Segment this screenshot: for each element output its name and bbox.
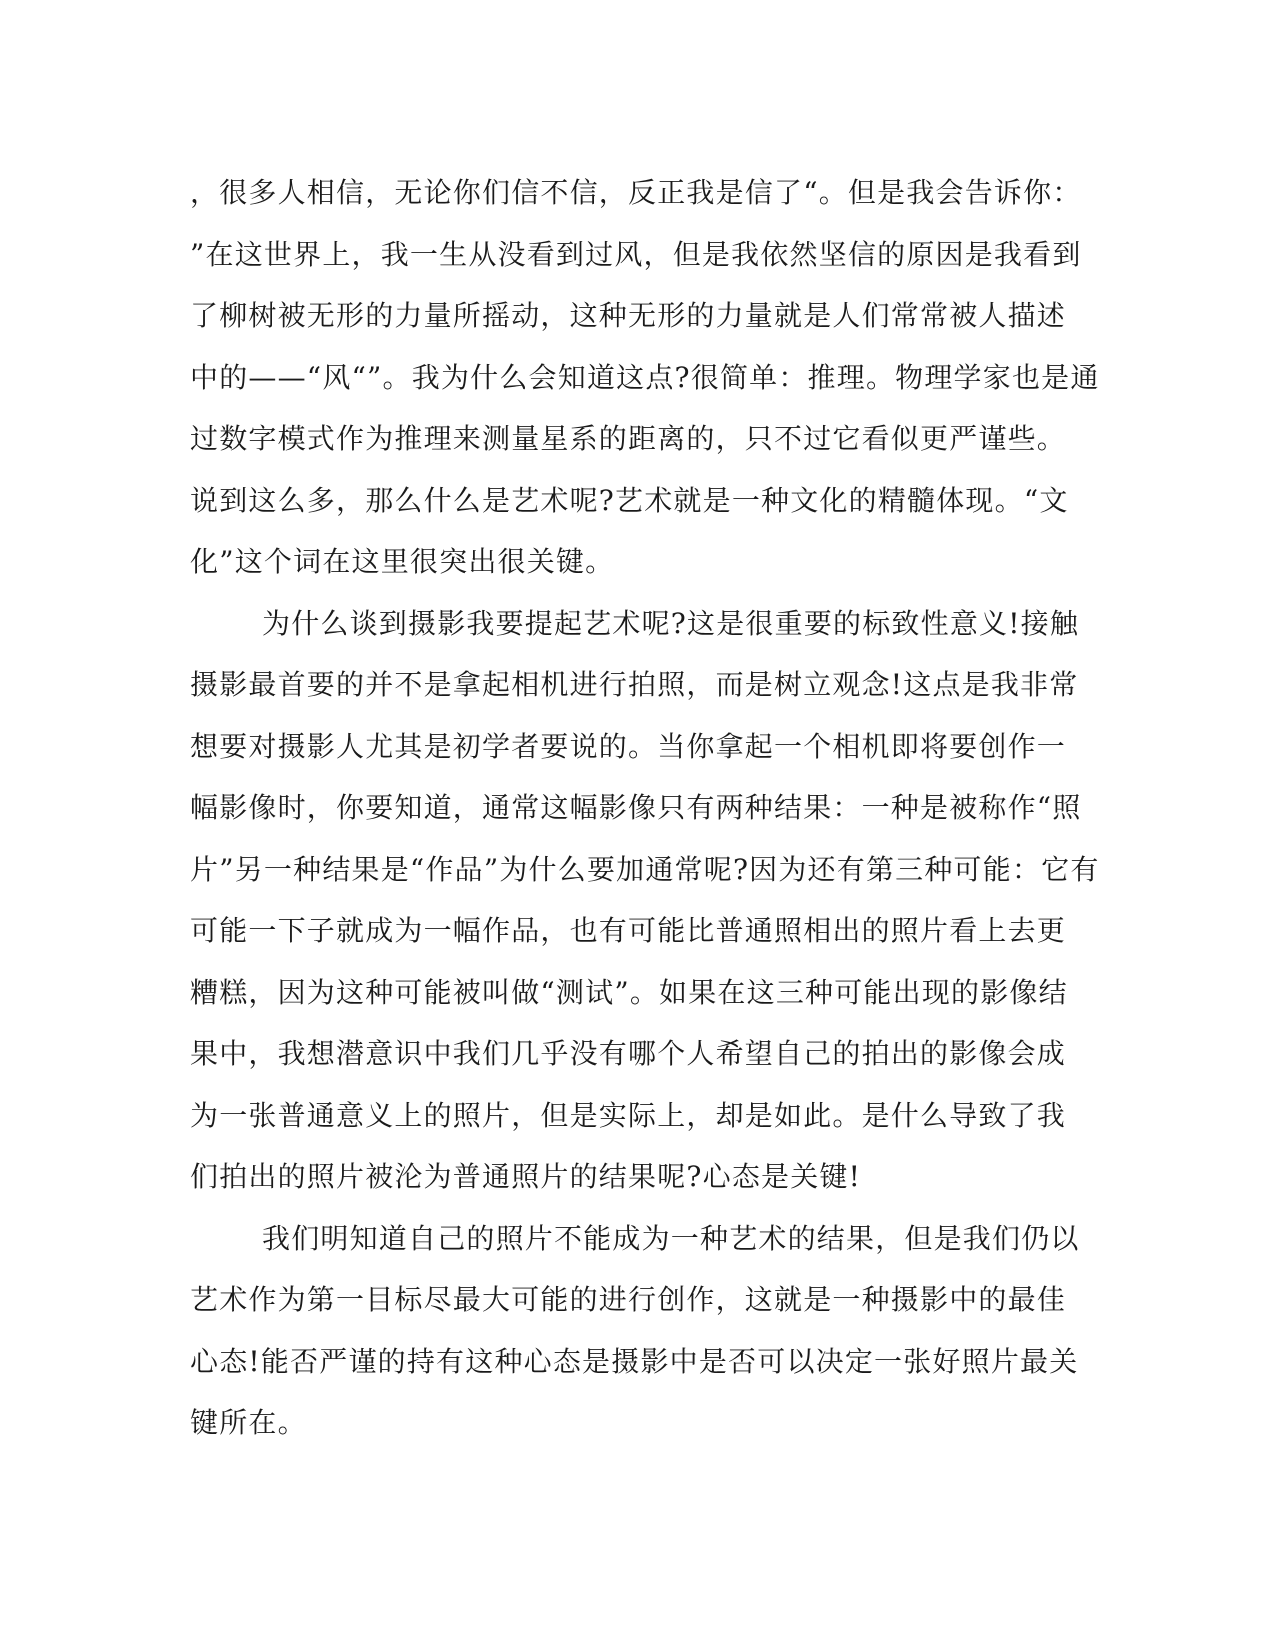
text-line: 片”另一种结果是“作品”为什么要加通常呢?因为还有第三种可能：它有 bbox=[190, 852, 1100, 886]
text-line: 想要对摄影人尤其是初学者要说的。当你拿起一个相机即将要创作一 bbox=[190, 729, 1067, 763]
text-line: 为什么谈到摄影我要提起艺术呢?这是很重要的标致性意义!接触 bbox=[262, 606, 1080, 640]
body-text bbox=[190, 162, 1100, 1454]
text-line: 心态!能否严谨的持有这种心态是摄影中是否可以决定一张好照片最关 bbox=[190, 1344, 1079, 1378]
text-line: 摄影最首要的并不是拿起相机进行拍照，而是树立观念!这点是我非常 bbox=[190, 668, 1079, 701]
text-line: ，很多人相信，无论你们信不信，反正我是信了“。但是我会告诉你： bbox=[190, 176, 1082, 209]
text-line: 键所在。 bbox=[190, 1406, 307, 1439]
text-line: 说到这么多，那么什么是艺术呢?艺术就是一种文化的精髓体现。“文 bbox=[190, 483, 1069, 517]
paragraph-2 bbox=[190, 593, 1100, 1208]
text-line: 艺术作为第一目标尽最大可能的进行创作，这就是一种摄影中的最佳 bbox=[190, 1283, 1067, 1316]
text-line: 幅影像时，你要知道，通常这幅影像只有两种结果：一种是被称作“照 bbox=[190, 791, 1082, 824]
text-line: 我们明知道自己的照片不能成为一种艺术的结果，但是我们仍以 bbox=[262, 1221, 1080, 1255]
text-line: 果中，我想潜意识中我们几乎没有哪个人希望自己的拍出的影像会成 bbox=[190, 1037, 1067, 1070]
text-line: 过数字模式作为推理来测量星系的距离的，只不过它看似更严谨些。 bbox=[190, 422, 1067, 455]
text-line: 为一张普通意义上的照片，但是实际上，却是如此。是什么导致了我 bbox=[190, 1098, 1067, 1132]
text-line: ”在这世界上，我一生从没看到过风，但是我依然坚信的原因是我看到 bbox=[190, 237, 1082, 271]
text-line: 们拍出的照片被沦为普通照片的结果呢?心态是关键! bbox=[190, 1160, 862, 1193]
text-line: 可能一下子就成为一幅作品，也有可能比普通照相出的照片看上去更 bbox=[190, 914, 1067, 947]
paragraph-1 bbox=[190, 162, 1100, 593]
text-line: 中的——“风“”。我为什么会知道这点?很简单：推理。物理学家也是通 bbox=[190, 360, 1100, 394]
paragraph-3 bbox=[190, 1208, 1090, 1454]
text-line: 化”这个词在这里很突出很关键。 bbox=[190, 545, 615, 578]
text-line: 了柳树被无形的力量所摇动，这种无形的力量就是人们常常被人描述 bbox=[190, 299, 1067, 332]
text-line: 糟糕，因为这种可能被叫做“测试”。如果在这三种可能出现的影像结 bbox=[190, 975, 1068, 1009]
